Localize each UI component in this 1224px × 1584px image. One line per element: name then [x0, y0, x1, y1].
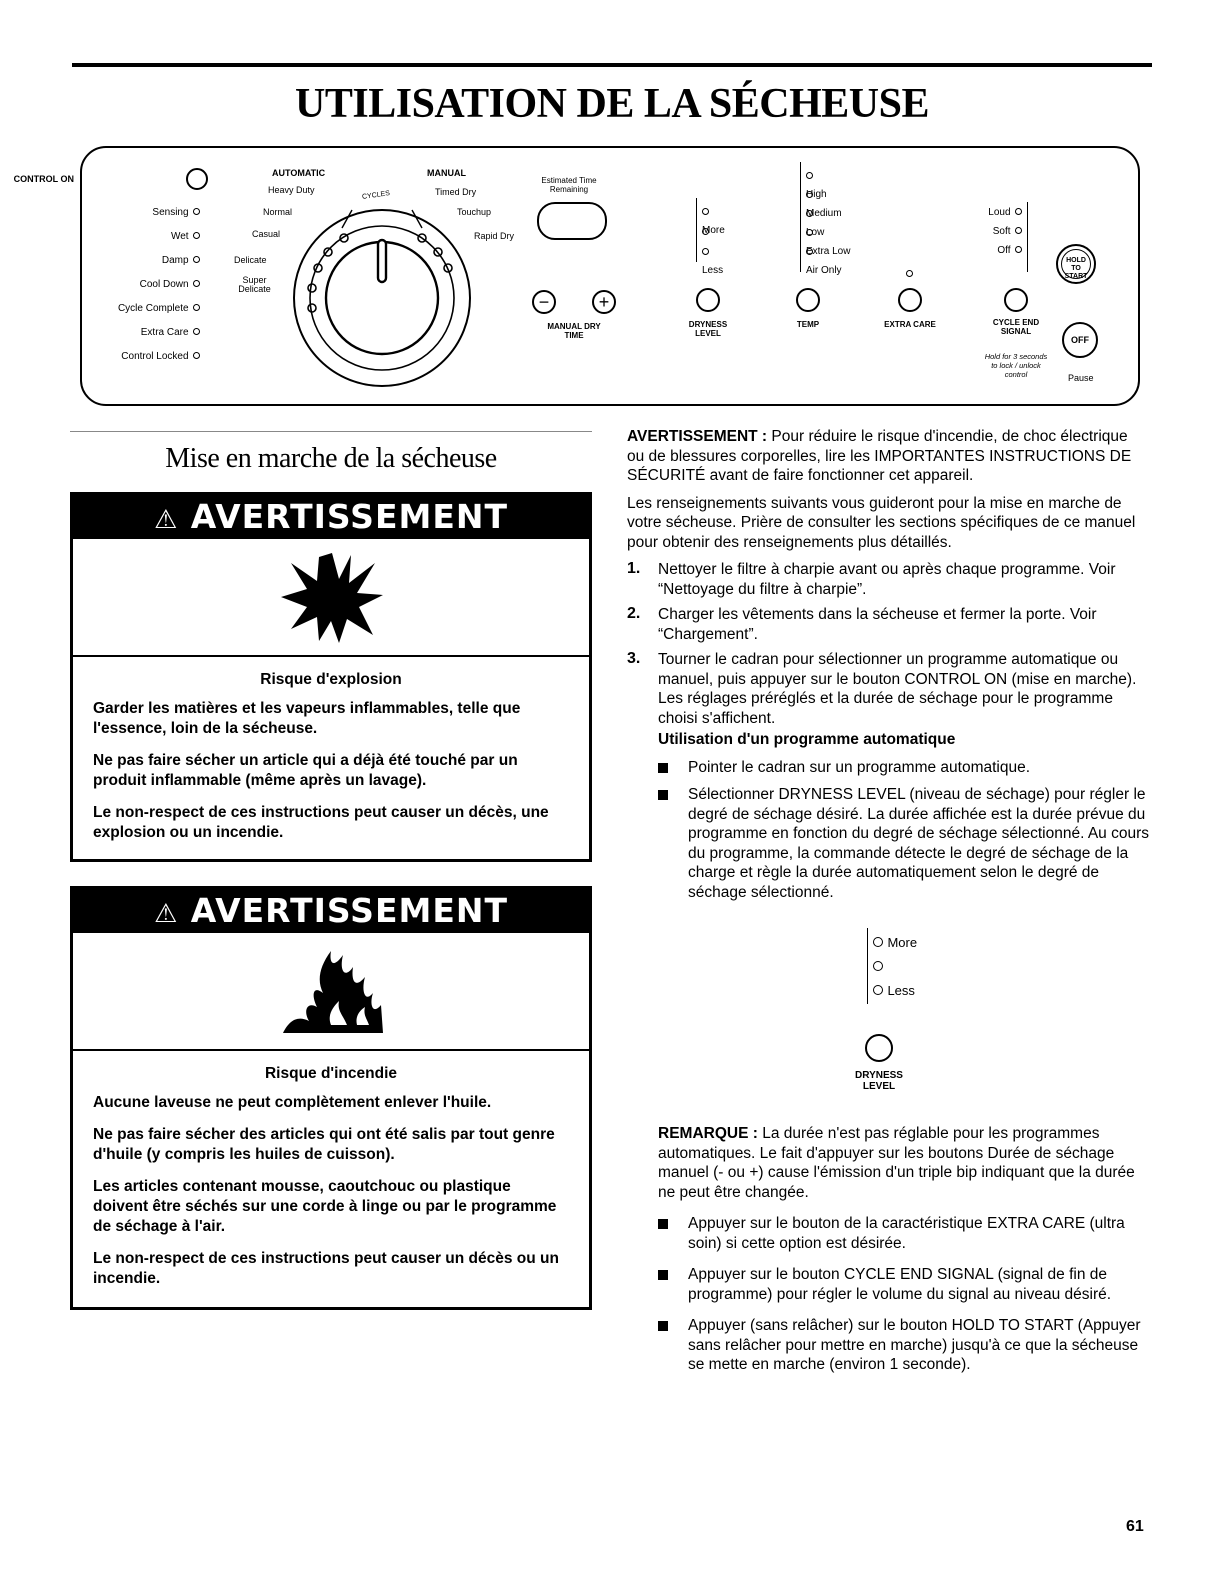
bullet-item: [627, 758, 1149, 778]
cycle-dial: [282, 198, 482, 398]
status-light: [82, 346, 200, 370]
bullet-marker: [658, 763, 668, 773]
signal-option: Loud: [962, 202, 1022, 221]
status-light: [82, 274, 200, 298]
step-number: 2.: [627, 605, 641, 622]
cycle-end-label: CYCLE END SIGNAL: [992, 318, 1040, 336]
extra-care-led: [906, 270, 913, 277]
warning-title: Risque d'explosion: [260, 671, 402, 688]
mini-dryness-option: Less: [873, 982, 915, 1000]
status-light: [82, 298, 200, 322]
bullet-marker: [658, 1321, 668, 1331]
signal-selector: [962, 202, 1022, 259]
explosion-pictogram: [73, 539, 589, 657]
step: [627, 650, 1149, 728]
status-led: [193, 352, 200, 359]
temp-option: Low: [806, 204, 824, 240]
warning-text: Ne pas faire sécher des articles qui ont été salis par tout genre d'huile (y compris les huiles de cuisson).: [93, 1126, 555, 1163]
step-number: 1.: [627, 560, 641, 577]
extra-care-button-illustration: [898, 288, 922, 312]
bullet-item: [627, 1316, 1149, 1375]
status-led: [193, 208, 200, 215]
status-light: [82, 250, 200, 274]
dryness-level-illustration: [627, 910, 1149, 1110]
signal-bracket: [1023, 202, 1028, 272]
cycle-heavy-duty: Heavy Duty: [268, 185, 315, 195]
temp-option: Air Only: [806, 242, 842, 278]
status-light-label: Cool Down: [139, 279, 189, 290]
minus-button-illustration: −: [532, 290, 556, 314]
warning-box-fire: [70, 886, 592, 1310]
warning-triangle-icon: ⚠: [153, 505, 179, 535]
extra-care-label: EXTRA CARE: [884, 320, 936, 329]
pause-label: Pause: [1068, 373, 1094, 383]
status-light: [82, 322, 200, 346]
safety-warning-paragraph: [627, 427, 1149, 486]
control-on-label: CONTROL ON: [13, 174, 74, 184]
warning-text: Les articles contenant mousse, caoutchouc ou plastique doivent être séchés sur une corde à linge ou par le programme de séchage à l'air.: [93, 1178, 557, 1235]
intro-paragraph: Les renseignements suivants vous guideront pour la mise en marche de votre sécheuse. Prière de consulter les sections spécifiques de ce manuel pour obtenir des renseignements plus détaillés.: [627, 494, 1136, 551]
bullet-text: Appuyer (sans relâcher) sur le bouton HOLD TO START (Appuyer sans relâcher pour mettre en marche) jusqu'à ce que la sécheuse se mette en marche (environ 1 seconde).: [688, 1317, 1141, 1373]
manual-label: MANUAL: [427, 168, 466, 178]
warning-box-explosion: [70, 492, 592, 862]
remark-label: REMARQUE :: [658, 1125, 758, 1142]
warning-header: [73, 889, 589, 933]
dryness-option: Less: [702, 242, 723, 278]
warning-text: Ne pas faire sécher un article qui a déjà été touché par un produit inflammable (même après un lavage).: [93, 752, 518, 789]
step: [627, 605, 1149, 644]
status-light-label: Control Locked: [121, 351, 189, 362]
off-button-illustration: OFF: [1062, 322, 1098, 358]
cycle-delicate: Delicate: [234, 255, 267, 265]
cycle-timed-dry: Timed Dry: [435, 187, 477, 197]
right-column: [627, 427, 1149, 1375]
status-light: [82, 202, 200, 226]
time-display: [537, 202, 607, 240]
explosion-icon: [277, 549, 387, 645]
status-led: [193, 280, 200, 287]
bullet-text: Appuyer sur le bouton CYCLE END SIGNAL (signal de fin de programme) pour régler le volume du signal au niveau désiré.: [688, 1266, 1112, 1303]
hold-to-start-label: HOLD TO START: [1061, 249, 1091, 279]
status-led: [193, 256, 200, 263]
mini-dryness-label: DRYNESS LEVEL: [855, 1070, 903, 1092]
safety-warning-text: Pour réduire le risque d'incendie, de choc électrique ou de blessures corporelles, lire les IMPORTANTES INSTRUCTIONS DE SÉCURITÉ avant de faire fonctionner cet appareil.: [627, 428, 1132, 484]
dryness-option: [702, 222, 709, 240]
bullet-text: Sélectionner DRYNESS LEVEL (niveau de séchage) pour régler le degré de séchage désiré. La durée affichée est la durée prévue du programme en fonction du degré de séchage sélectionné. Au cours du programme, la commande détecte le degré de séchage de la charge et règle la durée automatiquement selon le degré de séchage sélectionné.: [688, 786, 1149, 901]
dryness-label: DRYNESS LEVEL: [688, 320, 728, 338]
hold-note: Hold for 3 seconds to lock / unlock control: [984, 352, 1048, 379]
automatic-label: AUTOMATIC: [272, 168, 326, 178]
status-lights: [82, 202, 200, 370]
temp-button-illustration: [796, 288, 820, 312]
status-light-label: Cycle Complete: [117, 303, 189, 314]
warning-text: Le non-respect de ces instructions peut causer un décès ou un incendie.: [93, 1250, 559, 1287]
status-led: [193, 328, 200, 335]
control-panel-illustration: [13, 146, 1140, 406]
top-rule: [72, 63, 1152, 67]
temp-label: TEMP: [796, 320, 820, 329]
signal-option: Soft: [962, 221, 1022, 240]
status-led: [193, 232, 200, 239]
cycles-label: CYCLES: [361, 190, 391, 201]
status-light-label: Sensing: [152, 207, 189, 218]
warning-text: Le non-respect de ces instructions peut causer un décès, une explosion ou un incendie.: [93, 804, 549, 841]
warning-header-text: AVERTISSEMENT: [190, 497, 508, 536]
bullet-item: [627, 1265, 1149, 1304]
fire-icon: [273, 945, 393, 1037]
status-light-label: Wet: [170, 231, 189, 242]
cycle-touchup: Touchup: [457, 207, 492, 217]
bullet-marker: [658, 1270, 668, 1280]
cycle-end-button-illustration: [1004, 288, 1028, 312]
warning-header-text: AVERTISSEMENT: [190, 891, 508, 930]
warning-text: Aucune laveuse ne peut complètement enlever l'huile.: [93, 1094, 492, 1111]
page-number: 61: [1126, 1518, 1144, 1535]
mini-bracket: [867, 928, 872, 1004]
cycle-normal: Normal: [263, 207, 293, 217]
status-led: [193, 304, 200, 311]
step-text: Charger les vêtements dans la sécheuse et fermer la porte. Voir “Chargement”.: [658, 606, 1097, 643]
section-title: Mise en marche de la sécheuse: [165, 443, 497, 474]
section-rule: [70, 431, 592, 432]
bullet-marker: [658, 790, 668, 800]
plus-button-illustration: +: [592, 290, 616, 314]
auto-program-heading: Utilisation d'un programme automatique: [658, 731, 956, 748]
mini-dryness-option: [873, 958, 883, 976]
signal-option: Off: [962, 240, 1022, 259]
step-number: 3.: [627, 650, 641, 667]
status-light: [82, 226, 200, 250]
cycle-super-delicate: Super Delicate: [238, 275, 271, 294]
estimated-time-label: Estimated Time Remaining: [541, 176, 597, 194]
mini-dryness-button: [865, 1034, 893, 1062]
temp-option: High: [806, 166, 827, 202]
remark-text: La durée n'est pas réglable pour les programmes automatiques. Le fait d'appuyer sur les boutons Durée de séchage manuel (- ou +) cause l'émission d'un triple bip indiquant que la durée ne peut être changée.: [658, 1125, 1135, 1201]
cycle-rapid-dry: Rapid Dry: [474, 231, 515, 241]
status-light-label: Damp: [161, 255, 189, 266]
bullet-text: Pointer le cadran sur un programme automatique.: [688, 758, 1031, 776]
control-on-button: [186, 168, 208, 190]
bullet-item: [627, 785, 1149, 902]
remark-paragraph: [627, 1124, 1149, 1202]
mini-dryness-option: More: [873, 934, 917, 952]
manual-dry-time-label: MANUAL DRY TIME: [547, 322, 601, 340]
dryness-button-illustration: [696, 288, 720, 312]
dryness-bracket: [696, 198, 701, 262]
hold-to-start-illustration: [1056, 244, 1096, 284]
page-title: UTILISATION DE LA SÉCHEUSE: [295, 81, 929, 127]
status-light-label: Extra Care: [140, 327, 189, 338]
step-text: Tourner le cadran pour sélectionner un programme automatique ou manuel, puis appuyer sur le bouton CONTROL ON (mise en marche). Les réglages préréglés et la durée de séchage pour le programme choisi s'affichent.: [658, 651, 1137, 727]
warning-text: Garder les matières et les vapeurs inflammables, telle que l'essence, loin de la sécheuse.: [93, 700, 521, 737]
warning-triangle-icon: ⚠: [153, 899, 179, 929]
dryness-option: More: [702, 202, 725, 238]
safety-warning-label: AVERTISSEMENT :: [627, 428, 768, 445]
bullet-item: [627, 1214, 1149, 1253]
bullet-text: Appuyer sur le bouton de la caractéristique EXTRA CARE (ultra soin) si cette option est désirée.: [688, 1215, 1125, 1252]
step: [627, 560, 1149, 599]
warning-header: [73, 495, 589, 539]
bullet-marker: [658, 1219, 668, 1229]
step-text: Nettoyer le filtre à charpie avant ou après chaque programme. Voir “Nettoyage du filtre à charpie”.: [658, 561, 1116, 598]
temp-option: Medium: [806, 185, 842, 221]
warning-title: Risque d'incendie: [264, 1065, 397, 1082]
temp-bracket: [800, 162, 805, 272]
cycle-casual: Casual: [252, 229, 281, 239]
temp-option: Extra Low: [806, 223, 850, 259]
fire-pictogram: [73, 933, 589, 1051]
